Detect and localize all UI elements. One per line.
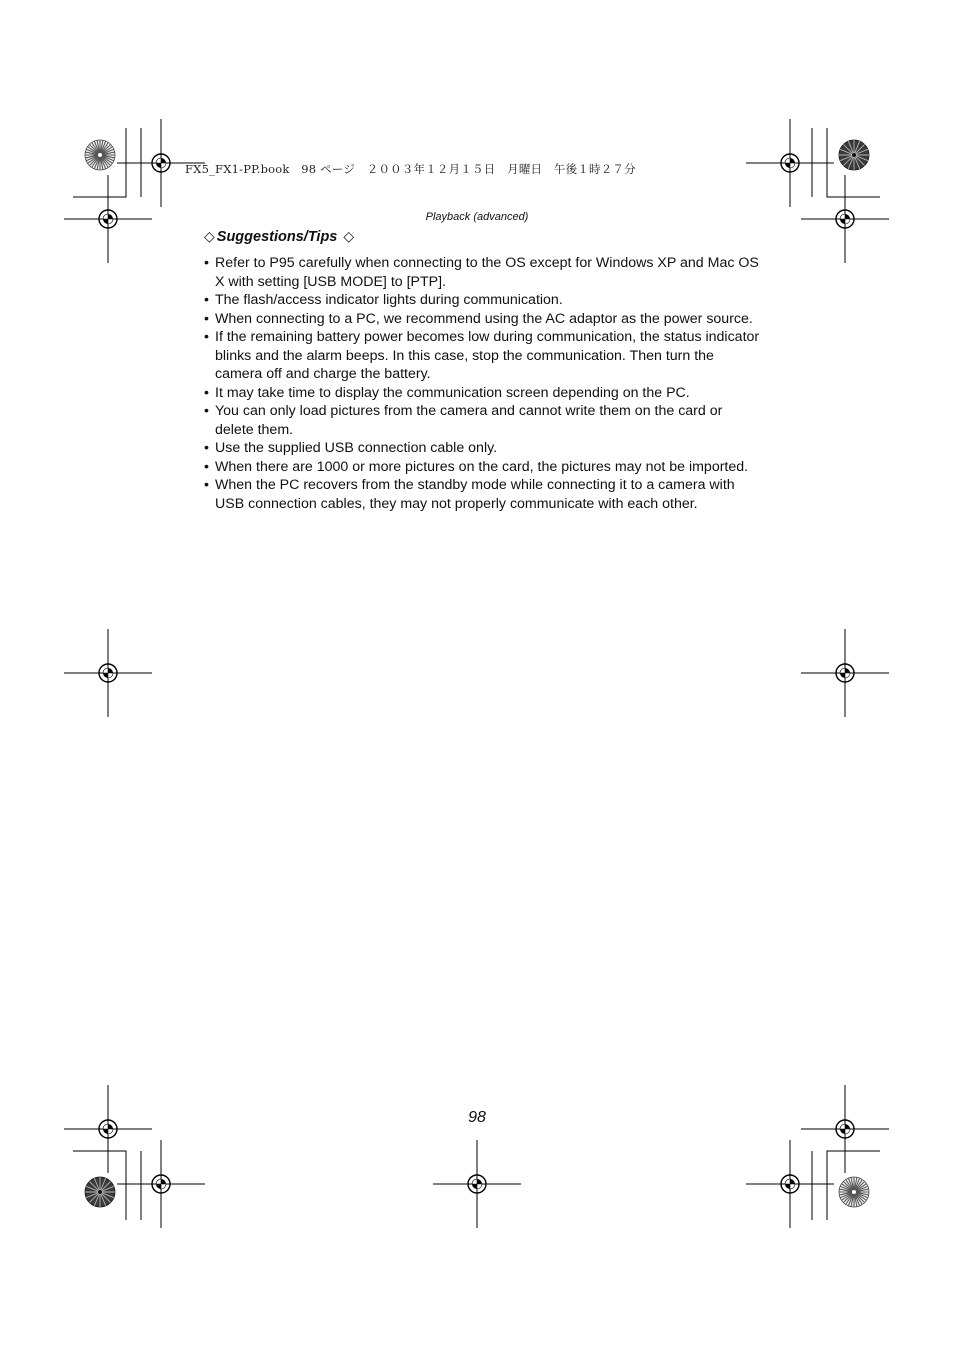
registration-mark-top-right	[746, 119, 834, 207]
registration-mark-bottom-left	[117, 1140, 205, 1228]
list-item: • When the PC recovers from the standby mode while connecting it to a camera with USB connection cables, they may not properly communicate with each other.	[203, 476, 763, 513]
list-item: • The flash/access indicator lights during communication.	[203, 291, 763, 310]
registration-mark-lower-right	[801, 1085, 889, 1173]
star-target-top-right	[839, 140, 869, 170]
registration-mark-lower-left	[64, 1085, 152, 1173]
diamond-icon: ◇	[343, 229, 355, 245]
registration-mark-mid-left	[64, 629, 152, 717]
list-item: • It may take time to display the communication screen depending on the PC.	[203, 384, 763, 403]
star-target-top-left	[85, 140, 115, 170]
star-target-bottom-left	[85, 1177, 115, 1207]
list-item: • You can only load pictures from the camera and cannot write them on the card or delete them.	[203, 402, 763, 439]
star-target-bottom-right	[839, 1177, 869, 1207]
running-head: Playback (advanced)	[425, 211, 529, 223]
list-item: • When connecting to a PC, we recommend using the AC adaptor as the power source.	[203, 310, 763, 329]
list-item: • Refer to P95 carefully when connecting to the OS except for Windows XP and Mac OS X with setting [USB MODE] to [PTP].	[203, 254, 763, 291]
registration-mark-mid-right	[801, 629, 889, 717]
list-item: • If the remaining battery power becomes low during communication, the status indicator blinks and the alarm beeps. In this case, stop the communication. Then turn the camera off and charge the battery.	[203, 328, 763, 384]
section-title: Suggestions/Tips	[216, 229, 338, 245]
print-slug: FX5_FX1-PP.book 98 ページ ２００３年１２月１５日 月曜日 午後１時２７分	[185, 162, 636, 176]
registration-mark-bottom-center	[433, 1140, 521, 1228]
tips-list	[203, 254, 763, 513]
list-item: • Use the supplied USB connection cable only.	[203, 439, 763, 458]
page-number: 98	[468, 1109, 486, 1126]
registration-mark-bottom-right	[746, 1140, 834, 1228]
section-heading	[204, 229, 354, 245]
list-item: • When there are 1000 or more pictures on the card, the pictures may not be imported.	[203, 458, 763, 477]
diamond-icon: ◇	[204, 229, 215, 245]
